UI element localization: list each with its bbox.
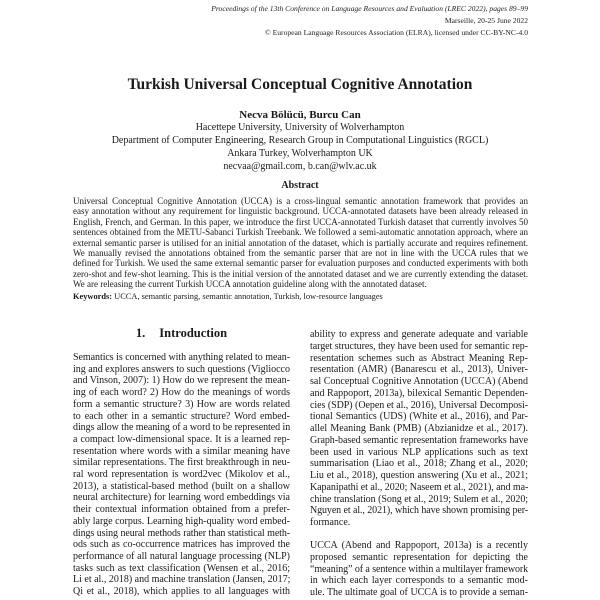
text-line: Kapanipathi et al., 2020; Naseem et al., 2021), and ma- [310, 481, 529, 493]
text-line: Semantics is concerned with anything related to mean- [73, 352, 290, 363]
abstract-heading: Abstract [281, 180, 319, 191]
text-line: neural architecture) for learning word embeddings via [73, 492, 290, 504]
text-line: Universal Conceptual Cognitive Annotation (UCCA) is a cross-lingual semantic annotation framework that provides an [73, 196, 528, 206]
text-line: dings allow the meaning of a word to be represented in [73, 422, 291, 434]
text-line: chine translation (Song et al., 2019; Sulem et al., 2020; [310, 493, 528, 505]
text-line: Liu et al., 2018), question answering (Xu et al., 2021; [310, 470, 528, 481]
text-line: Li et al., 2018) and machine translation (Jansen, 2017; [73, 574, 291, 586]
text-line: in which each layer corresponds to a semantic mod- [310, 575, 528, 587]
conference-location: Marseille, 20-25 June 2022 [444, 16, 528, 25]
text-line: Nguyen et al., 2021), which have shown promising per- [310, 505, 528, 517]
text-line: tional Semantics (UDS) (White et al., 2016), and Par- [310, 411, 528, 423]
proceedings-header: Proceedings of the 13th Conference on Language Resources and Evaluation (LREC 2022), pages 89–99 [211, 4, 528, 13]
text-line: “meaning” of a sentence within a multilayer framework [310, 563, 528, 575]
license-notice: © European Language Resources Association (ELRA), licensed under CC-BY-NC-4.0 [264, 28, 528, 37]
text-line: similar representations. The first breakthrough in neu- [73, 457, 290, 469]
text-line: allel Meaning Bank (PMB) (Abzianidze et al., 2017). [310, 423, 528, 434]
text-line: their contextual information obtained from a prefer- [73, 504, 290, 516]
text-line: zero-shot and few-shot learning. This is the initial version of the annotated dataset and we are currently extending the dataset. [73, 268, 528, 279]
affiliation-location: Ankara Turkey, Wolverhampton UK [227, 148, 373, 159]
text-line: ability to express and generate adequate and variable [310, 329, 528, 340]
text-line: resentation (AMR) (Banarescu et al., 2013), Univer- [310, 364, 528, 376]
text-line: dings using neural methods rather than statistical meth- [73, 527, 290, 539]
text-line: performance of all natural language processing (NLP) [73, 550, 290, 562]
text-line: target structures, they have been used for semantic rep- [310, 340, 528, 352]
text-line: ing and explores answers to such questions (Vigliocco [73, 363, 290, 375]
text-line: form a semantic structure? 3) How are words related [73, 398, 290, 410]
text-line: We are releasing the current Turkish UCCA annotation guideline along with the annotated dataset. [73, 279, 427, 290]
text-line: ably large corpus. Learning high-quality word embed- [73, 515, 290, 527]
affiliation-department: Department of Computer Engineering, Research Group in Computational Linguistics (RGCL) [111, 135, 489, 146]
text-line: UCCA (Abend and Rappoport, 2013a) is a recently [310, 540, 528, 551]
text-line: ule. The ultimate goal of UCCA is to provide a seman- [310, 587, 528, 598]
text-line: to each other in a semantic structure? Word embed- [73, 410, 290, 422]
text-line: summarisation (Liao et al., 2018; Zhang et al., 2020; [310, 458, 528, 470]
section-number: 1. [135, 326, 146, 340]
text-line: easy annotation without any requirement for linguistic background. UCCA-annotated datasets have been already released in [73, 206, 528, 217]
text-line: and Vinson, 2007): 1) How do we represent the mean- [73, 375, 290, 387]
affiliation-university: Hacettepe University, University of Wolverhampton [195, 122, 405, 133]
text-line: Graph-based semantic representation frameworks have [310, 434, 528, 446]
text-line: resentation where words with a similar meaning have [73, 445, 290, 457]
text-line: ods such as co-occurrence matrices has improved the [73, 539, 290, 551]
text-line: Qi et al., 2018), which applies to all languages with [73, 586, 290, 597]
text-line: 2013), a statistical-based method (built on a shallow [73, 480, 290, 492]
text-line: been used in various NLP applications such as text [310, 446, 528, 458]
text-line: a compact low-dimensional space. It is a learned rep- [73, 433, 290, 445]
text-line: cies (SDP) (Oepen et al., 2016), Universal Decomposi- [310, 399, 528, 411]
text-line: sentences obtained from the METU-Sabanci Turkish Treebank. We followed a semi-automatic annotation approach, where an [73, 227, 528, 238]
text-line: and Rappoport, 2013a), bilexical Semantic Dependen- [310, 387, 528, 399]
text-line: defined for Turkish. We used the same external semantic parser for evaluation purposes and conducted experiments with both [73, 258, 528, 269]
text-line: external semantic parser is utilised for an initial annotation of the dataset, which is partially accurate and requires refinement. [73, 237, 528, 248]
paper-title: Turkish Universal Conceptual Cognitive Annotation [127, 76, 473, 93]
section-title: Introduction [159, 326, 228, 340]
section-heading-introduction [73, 326, 290, 341]
text-line: We manually revised the annotations obtained from the semantic parser that are not in line with the UCCA rules that we [73, 248, 528, 258]
text-line: resentation schemes such as Abstract Meaning Rep- [310, 352, 528, 364]
text-line: formance. [310, 517, 351, 528]
text-line: ral word representation is word2vec (Mikolov et al., [73, 469, 290, 480]
text-line: ing of each word? 2) How do the meanings of words [73, 387, 290, 399]
text-line: proposed semantic representation for depicting the [310, 551, 528, 563]
author-emails: necvaa@gmail.com, b.can@wlv.ac.uk [223, 161, 377, 172]
keywords [73, 292, 383, 302]
text-line: sal Conceptual Cognitive Annotation (UCCA) (Abend [310, 376, 528, 387]
text-line: tasks such as text classification (Wensen et al., 2016; [73, 562, 290, 574]
text-line: English, French, and German. In this paper, we introduce the first UCCA-annotated Turkish dataset that currently involves 50 [73, 216, 528, 227]
authors: Necva Bölücü, Burcu Can [239, 109, 361, 121]
keywords-text: UCCA, semantic parsing, semantic annotation, Turkish, low-resource languages [114, 292, 383, 301]
keywords-label: Keywords: [73, 292, 113, 301]
